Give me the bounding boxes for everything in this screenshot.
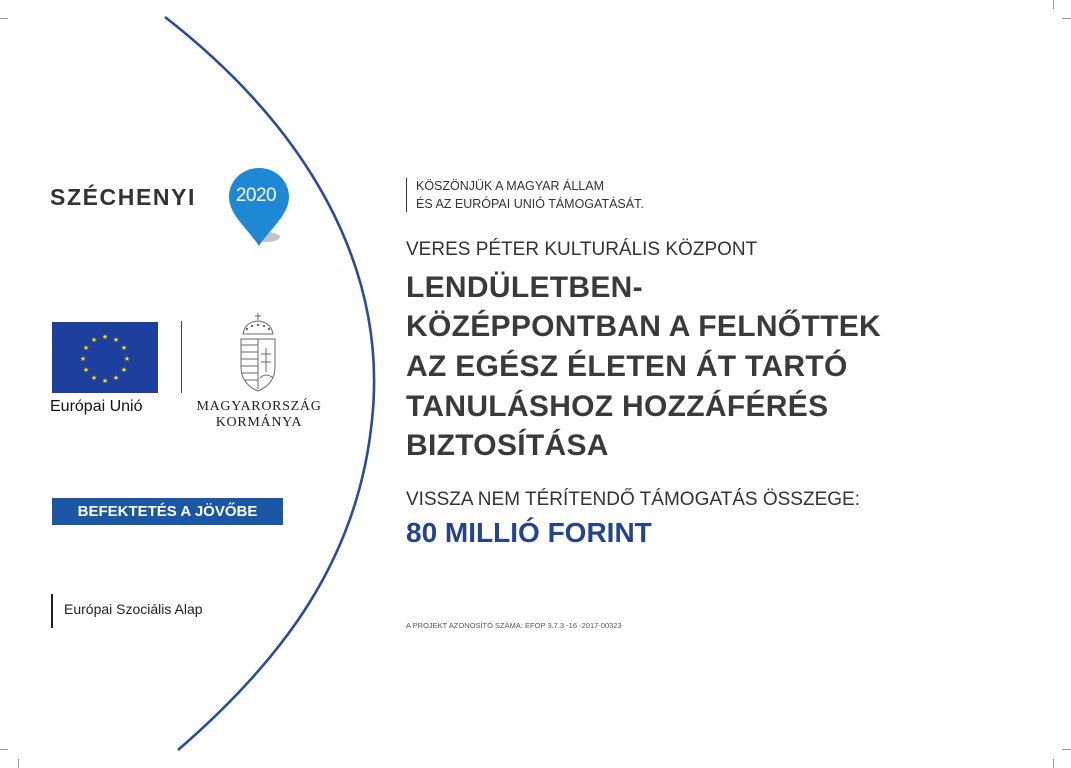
project-title-line: LENDÜLETBEN- [406,271,643,304]
gov-name-line2: KORMÁNYA [215,415,303,430]
svg-text:★: ★ [82,366,90,374]
support-amount: 80 MILLIÓ FORINT [406,517,652,548]
svg-text:★: ★ [82,344,90,352]
support-amount-label: VISSZA NEM TÉRÍTENDŐ TÁMOGATÁS ÖSSZEGE: [406,489,860,510]
svg-text:★: ★ [101,333,109,341]
svg-text:★: ★ [120,344,128,352]
invest-in-future-badge: BEFEKTETÉS A JÖVŐBE [52,498,283,525]
location-pin-icon [227,166,291,252]
beneficiary-name: VERES PÉTER KULTURÁLIS KÖZPONT [406,239,758,260]
project-title-line: BIZTOSÍTÁSA [406,429,609,462]
thanks-line-1: KÖSZÖNJÜK A MAGYAR ÁLLAM [416,179,605,193]
svg-text:★: ★ [112,336,120,344]
esf-label: Európai Szociális Alap [64,601,203,617]
esf-divider [51,594,53,628]
project-id: A PROJEKT AZONOSÍTÓ SZÁMA: EFOP 3.7.3 -16 -2017-00323 [406,621,622,630]
svg-text:★: ★ [112,374,120,382]
coat-of-arms-icon [236,312,280,392]
logo-divider [181,321,182,393]
project-title-line: TANULÁSHOZ HOZZÁFÉRÉS [406,390,829,423]
svg-text:★: ★ [101,377,109,385]
gov-name-line1: MAGYARORSZÁG [196,399,322,414]
szechenyi-year: 2020 [235,185,277,206]
project-title-line: KÖZÉPPONTBAN A FELNŐTTEK [406,310,881,343]
thanks-line-2: ÉS AZ EURÓPAI UNIÓ TÁMOGATÁSÁT. [416,197,644,211]
thanks-divider [406,178,407,212]
svg-text:★: ★ [123,355,131,363]
svg-text:★: ★ [79,355,87,363]
svg-text:★: ★ [90,374,98,382]
svg-text:★: ★ [120,366,128,374]
szechenyi-wordmark: SZÉCHENYI [50,184,197,210]
eu-label: Európai Unió [50,398,143,415]
eu-flag [52,322,158,393]
project-title-line: AZ EGÉSZ ÉLETEN ÁT TARTÓ [406,350,848,383]
svg-text:★: ★ [90,336,98,344]
